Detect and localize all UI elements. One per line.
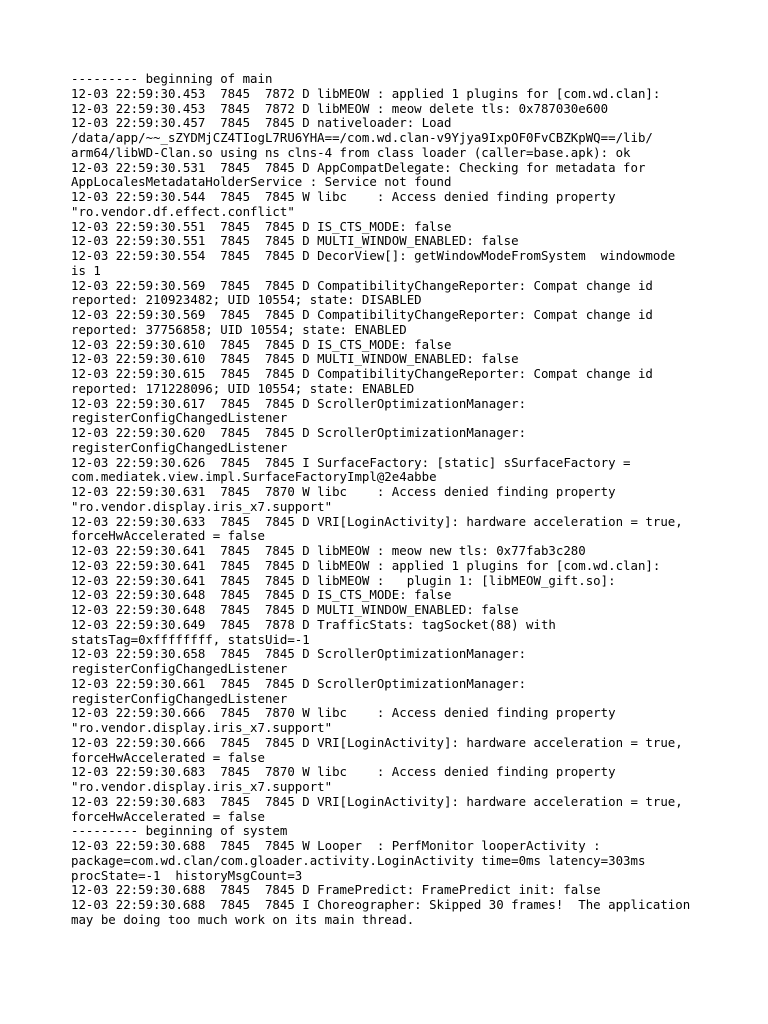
log-line: 12-03 22:59:30.610 7845 7845 D MULTI_WINDOW_ENABLED: false [71, 351, 519, 367]
log-line: 12-03 22:59:30.641 7845 7845 D libMEOW : applied 1 plugins for [com.wd.clan]: [71, 557, 661, 573]
log-line: 12-03 22:59:30.649 7845 7878 D TrafficStats: tagSocket(88) with [71, 616, 556, 632]
log-line: --------- beginning of main [71, 71, 273, 86]
log-line: 12-03 22:59:30.631 7845 7870 W libc : Access denied finding property [71, 484, 616, 499]
log-line: 12-03 22:59:30.688 7845 7845 D FramePredict: FramePredict init: false [71, 882, 601, 898]
log-line: forceHwAccelerated = false [71, 749, 265, 765]
log-line: 12-03 22:59:30.661 7845 7845 D ScrollerOptimizationManager: [71, 675, 527, 691]
log-line: "ro.vendor.display.iris_x7.support" [71, 779, 333, 794]
log-line: 12-03 22:59:30.683 7845 7845 D VRI[LoginActivity]: hardware acceleration = true, [71, 793, 683, 809]
log-line: 12-03 22:59:30.554 7845 7845 D DecorView[]: getWindowModeFromSystem windowmode [71, 248, 676, 263]
log-line: 12-03 22:59:30.683 7845 7870 W libc : Access denied finding property [71, 764, 616, 780]
log-line: arm64/libWD-Clan.so using ns clns-4 from class loader (caller=base.apk): ok [71, 144, 631, 160]
log-line: 12-03 22:59:30.688 7845 7845 W Looper : PerfMonitor looperActivity : [71, 838, 601, 853]
log-line: 12-03 22:59:30.648 7845 7845 D MULTI_WINDOW_ENABLED: false [71, 602, 519, 617]
log-line: --------- beginning of system [71, 823, 288, 839]
log-line: 12-03 22:59:30.551 7845 7845 D MULTI_WINDOW_ENABLED: false [71, 233, 519, 249]
log-line: forceHwAccelerated = false [71, 808, 265, 824]
log-line: 12-03 22:59:30.544 7845 7845 W libc : Access denied finding property [71, 189, 616, 204]
log-line: AppLocalesMetadataHolderService : Service not found [71, 174, 452, 190]
log-line: 12-03 22:59:30.569 7845 7845 D CompatibilityChangeReporter: Compat change id [71, 277, 653, 293]
log-line: 12-03 22:59:30.453 7845 7872 D libMEOW : meow delete tls: 0x787030e600 [71, 100, 609, 116]
log-line: registerConfigChangedListener [71, 439, 288, 455]
log-line: registerConfigChangedListener [71, 661, 288, 676]
log-line: com.mediatek.view.impl.SurfaceFactoryImpl@2e4abbe [71, 469, 437, 485]
log-line: 12-03 22:59:30.610 7845 7845 D IS_CTS_MODE: false [71, 336, 452, 352]
log-line: 12-03 22:59:30.666 7845 7845 D VRI[LoginActivity]: hardware acceleration = true, [71, 734, 683, 750]
log-line: registerConfigChangedListener [71, 690, 288, 706]
log-line: 12-03 22:59:30.648 7845 7845 D IS_CTS_MODE: false [71, 587, 452, 603]
log-body [71, 72, 731, 928]
log-line: 12-03 22:59:30.551 7845 7845 D IS_CTS_MODE: false [71, 218, 452, 234]
log-line: 12-03 22:59:30.531 7845 7845 D AppCompatDelegate: Checking for metadata for [71, 159, 646, 175]
log-line: 12-03 22:59:30.641 7845 7845 D libMEOW : meow new tls: 0x77fab3c280 [71, 543, 586, 558]
log-line: 12-03 22:59:30.633 7845 7845 D VRI[LoginActivity]: hardware acceleration = true, [71, 513, 683, 529]
log-line: 12-03 22:59:30.457 7845 7845 D nativeloader: Load [71, 115, 452, 131]
log-document [71, 72, 731, 928]
log-line: /data/app/~~_sZYDMjCZ4TIogL7RU6YHA==/com.wd.clan-v9Yjya9IxpOF0FvCBZKpWQ==/lib/ [71, 130, 653, 145]
log-line: 12-03 22:59:30.569 7845 7845 D CompatibilityChangeReporter: Compat change id [71, 307, 653, 322]
log-line: procState=-1 historyMsgCount=3 [71, 867, 303, 883]
log-line: reported: 171228096; UID 10554; state: ENABLED [71, 380, 415, 396]
log-line: "ro.vendor.display.iris_x7.support" [71, 720, 333, 735]
log-line: 12-03 22:59:30.626 7845 7845 I SurfaceFactory: [static] sSurfaceFactory = [71, 454, 631, 470]
log-line: reported: 37756858; UID 10554; state: ENABLED [71, 321, 407, 337]
log-line: may be doing too much work on its main thread. [71, 911, 415, 927]
log-line: forceHwAccelerated = false [71, 528, 265, 544]
log-line: 12-03 22:59:30.666 7845 7870 W libc : Access denied finding property [71, 705, 616, 721]
log-line: "ro.vendor.df.effect.conflict" [71, 203, 295, 219]
log-line: reported: 210923482; UID 10554; state: DISABLED [71, 292, 422, 308]
log-line: 12-03 22:59:30.641 7845 7845 D libMEOW : plugin 1: [libMEOW_gift.so]: [71, 572, 616, 588]
log-line: 12-03 22:59:30.658 7845 7845 D ScrollerOptimizationManager: [71, 646, 527, 662]
log-line: statsTag=0xffffffff, statsUid=-1 [71, 631, 310, 647]
log-line: registerConfigChangedListener [71, 410, 288, 426]
log-line: 12-03 22:59:30.688 7845 7845 I Choreographer: Skipped 30 frames! The application [71, 897, 691, 912]
log-line: 12-03 22:59:30.453 7845 7872 D libMEOW : applied 1 plugins for [com.wd.clan]: [71, 85, 661, 101]
log-line: is 1 [71, 262, 101, 278]
log-line: package=com.wd.clan/com.gloader.activity.LoginActivity time=0ms latency=303ms [71, 852, 646, 868]
log-line: 12-03 22:59:30.620 7845 7845 D ScrollerOptimizationManager: [71, 425, 527, 440]
log-line: 12-03 22:59:30.615 7845 7845 D CompatibilityChangeReporter: Compat change id [71, 366, 653, 381]
log-line: 12-03 22:59:30.617 7845 7845 D ScrollerOptimizationManager: [71, 395, 527, 411]
log-line: "ro.vendor.display.iris_x7.support" [71, 498, 333, 514]
